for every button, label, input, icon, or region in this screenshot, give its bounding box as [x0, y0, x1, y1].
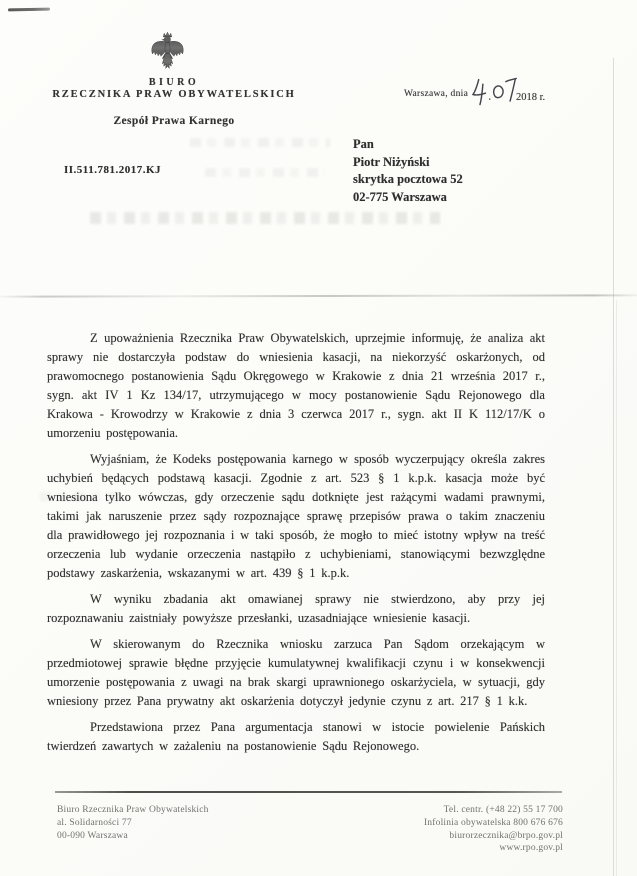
footer-contact-block: [424, 804, 563, 855]
footer-divider: [55, 791, 562, 793]
scan-streak-artifact: [8, 8, 50, 12]
footer-street: al. Solidarności 77: [57, 818, 132, 828]
bleed-through-artifact: [90, 212, 440, 224]
letterhead: [28, 77, 320, 127]
department-name: Zespół Prawa Karnego: [113, 115, 235, 127]
footer-address-block: [57, 804, 209, 843]
footer-hotline: Infolinia obywatelska 800 676 676: [423, 817, 563, 828]
letter-body: [47, 329, 545, 763]
body-paragraph: W skierowanym do Rzecznika wniosku zarzuca Pan Sądom orzekającym w przedmiotowej sprawie błędne przyjęcie kumulatywnej kwalifikacji czynu i w konsekwencji umorzenie postępowania z uwagi na brak skargi uprawnionego oskarżyciela, w sytuacji, gdy wniesiony przez Pana prywatny akt oskarżenia dotyczył jedynie czynu z art. 217 § 1 k.k.: [47, 637, 545, 708]
recipient-name: Piotr Niżyński: [353, 154, 430, 169]
paper-fold-crease: [0, 294, 637, 297]
handwritten-date-icon: [469, 73, 521, 110]
footer-website: www.rpo.gov.pl: [499, 843, 563, 854]
recipient-address-block: [353, 136, 463, 206]
body-paragraph: Przedstawiona przez Pana argumentacja stanowi w istocie powielenie Pańskich twierdzeń zawartych w zażaleniu na postanowienie Sądu Rejonowego.: [47, 720, 545, 753]
body-paragraph: Z upoważnienia Rzecznika Praw Obywatelskich, uprzejmie informuję, że analiza akt sprawy nie dostarczyła podstaw do wniesienia kasacji, na niekorzyść oskarżonych, od prawomocnego postanowienia Sądu Okręgowego w Krakowie z dnia 21 września 2017 r., sygn. akt IV 1 Kz 134/17, utrzymującego w mocy postanowienie Sądu Rejonowego dla Krakowa - Krowodrzy w Krakowie z dnia 3 czerwca 2017 r., sygn. akt II K 112/17/K o umorzeniu postępowania.: [47, 331, 545, 440]
footer-phone: Tel. centr. (+48 22) 55 17 700: [443, 805, 563, 815]
office-name-line2: RZECZNIKA PRAW OBYWATELSKICH: [52, 89, 296, 100]
date-year: 2018 r.: [516, 92, 546, 103]
scan-line-artifact: [613, 58, 614, 876]
body-paragraph: W wyniku zbadania akt omawianej sprawy nie stwierdzono, aby przy jej rozpoznawaniu zaistniały powyższe przesłanki, uzasadniające wniesienie kasacji.: [47, 592, 545, 625]
recipient-salutation: Pan: [353, 137, 374, 151]
bleed-through-artifact: [190, 138, 330, 147]
recipient-city: 02-775 Warszawa: [353, 189, 447, 204]
footer-email: biurorzecznika@brpo.gov.pl: [449, 830, 563, 841]
footer-city: 00-090 Warszawa: [57, 831, 128, 841]
case-reference-number: II.511.781.2017.KJ: [64, 164, 162, 176]
scan-line-artifact: [616, 300, 617, 876]
polish-eagle-emblem-icon: [151, 30, 184, 75]
bleed-through-artifact: [205, 168, 325, 177]
body-paragraph: Wyjaśniam, że Kodeks postępowania karnego w sposób wyczerpujący określa zakres uchybień będących podstawą kasacji. Zgodnie z art. 523 § 1 k.p.k. kasacja może być wniesiona tylko wówczas, gdy orzeczenie sądu dotknięte jest rażącymi wadami prawnymi, takimi jak naruszenie przez sądy rozpoznające sprawę przepisów prawa o takim znaczeniu dla prawidłowego jej rozpoznania i w taki sposób, że mogło to mieć istotny wpływ na treść orzeczenia lub wydanie orzeczenia nastąpiło z uchybieniami, stanowiącymi bezwzględne podstawy zaskarżenia, wskazanymi w art. 439 § 1 k.p.k.: [47, 452, 545, 580]
footer-office-name: Biuro Rzecznika Praw Obywatelskich: [57, 805, 209, 815]
date-place-prefix: Warszawa, dnia: [404, 89, 469, 99]
office-name-line1: BIURO: [148, 77, 200, 88]
date-line: [404, 84, 574, 124]
recipient-po-box: skrytka pocztowa 52: [353, 172, 463, 186]
